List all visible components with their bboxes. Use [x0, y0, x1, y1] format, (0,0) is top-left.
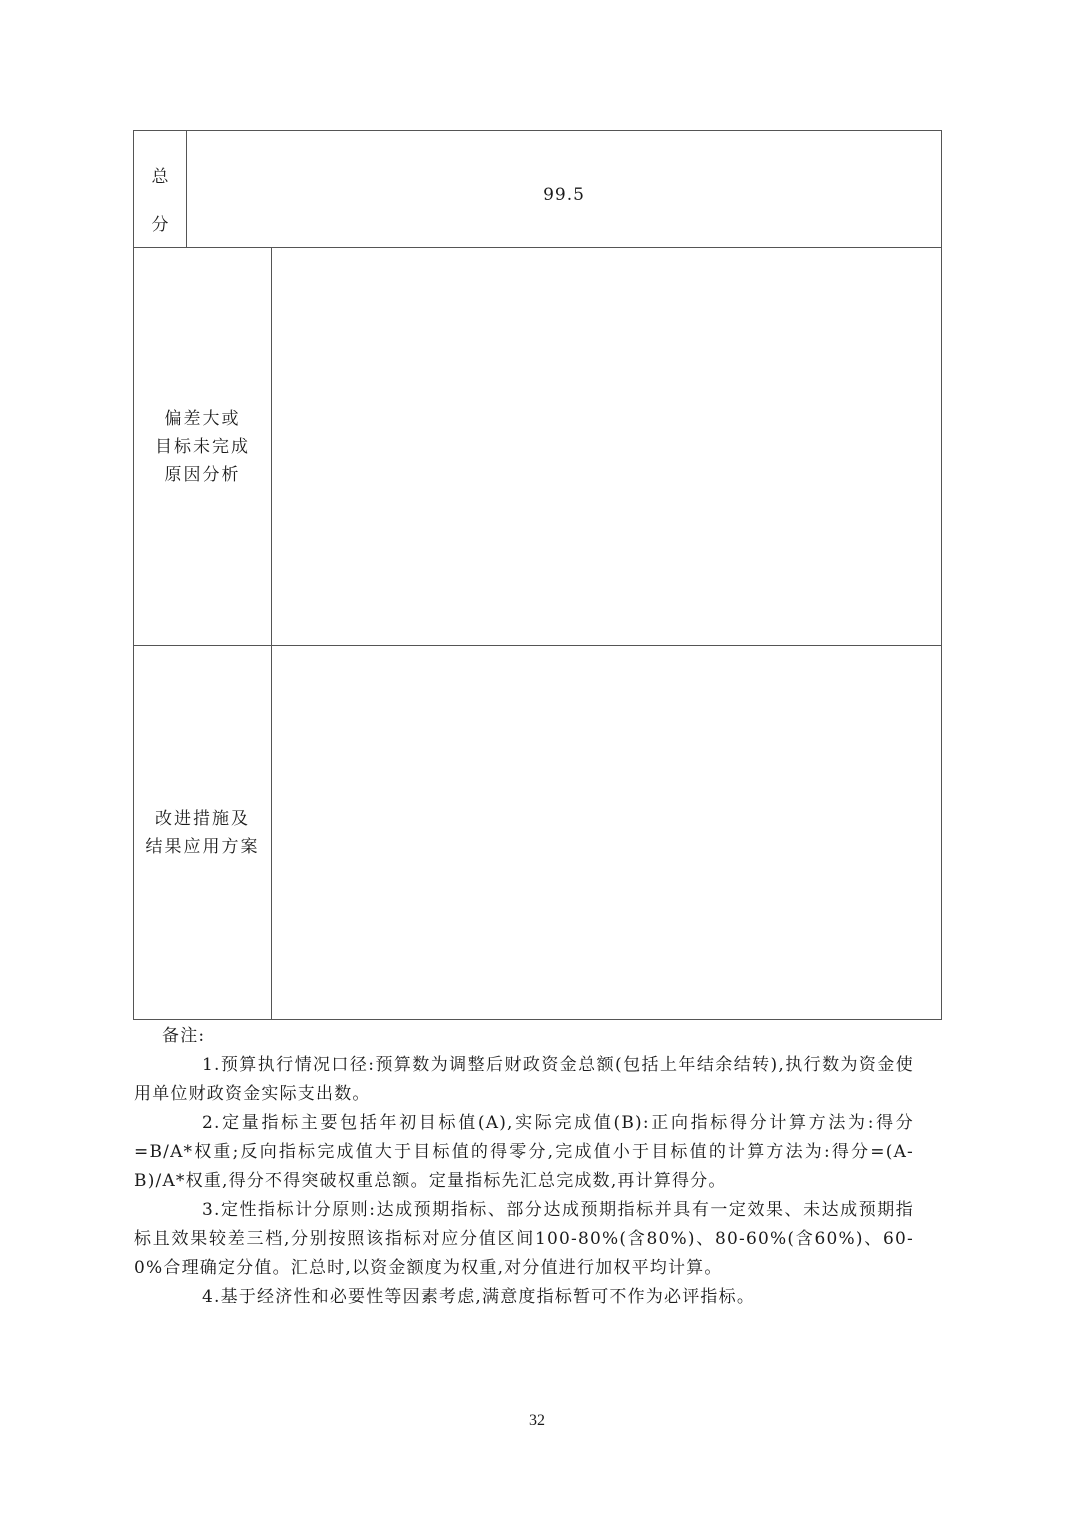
improvement-label-line: 结果应用方案 [145, 837, 260, 857]
deviation-label-line: 目标未完成 [155, 437, 250, 457]
note-item: 1.预算执行情况口径:预算数为调整后财政资金总额(包括上年结余结转),执行数为资金使用单位财政资金实际支出数。 [134, 1055, 914, 1104]
improvement-plan-label [134, 805, 271, 861]
improvement-plan-content [272, 646, 941, 1019]
notes-section [134, 1022, 914, 1312]
deviation-analysis-content [272, 248, 941, 645]
total-score-value: 99.5 [543, 185, 585, 205]
total-label-top: 总 [151, 167, 169, 187]
deviation-analysis-label [134, 405, 271, 489]
notes-heading: 备注: [162, 1026, 206, 1046]
page-number: 32 [529, 1412, 545, 1429]
note-item: 3.定性指标计分原则:达成预期指标、部分达成预期指标并具有一定效果、未达成预期指标且效果较差三档,分别按照该指标对应分值区间100-80%(含80%)、80-60%(含60%)、60-0%合理确定分值。汇总时,以资金额度为权重,对分值进行加权平均计算。 [134, 1200, 914, 1278]
total-label-bottom: 分 [151, 215, 169, 235]
deviation-label-line: 偏差大或 [164, 409, 241, 429]
note-item: 4.基于经济性和必要性等因素考虑,满意度指标暂可不作为必评指标。 [202, 1287, 756, 1307]
deviation-label-line: 原因分析 [164, 465, 241, 485]
improvement-label-line: 改进措施及 [155, 809, 250, 829]
note-item: 2.定量指标主要包括年初目标值(A),实际完成值(B):正向指标得分计算方法为:得分=B/A*权重;反向指标完成值大于目标值的得零分,完成值小于目标值的计算方法为:得分=(A-B)/A*权重,得分不得突破权重总额。定量指标先汇总完成数,再计算得分。 [134, 1113, 914, 1191]
